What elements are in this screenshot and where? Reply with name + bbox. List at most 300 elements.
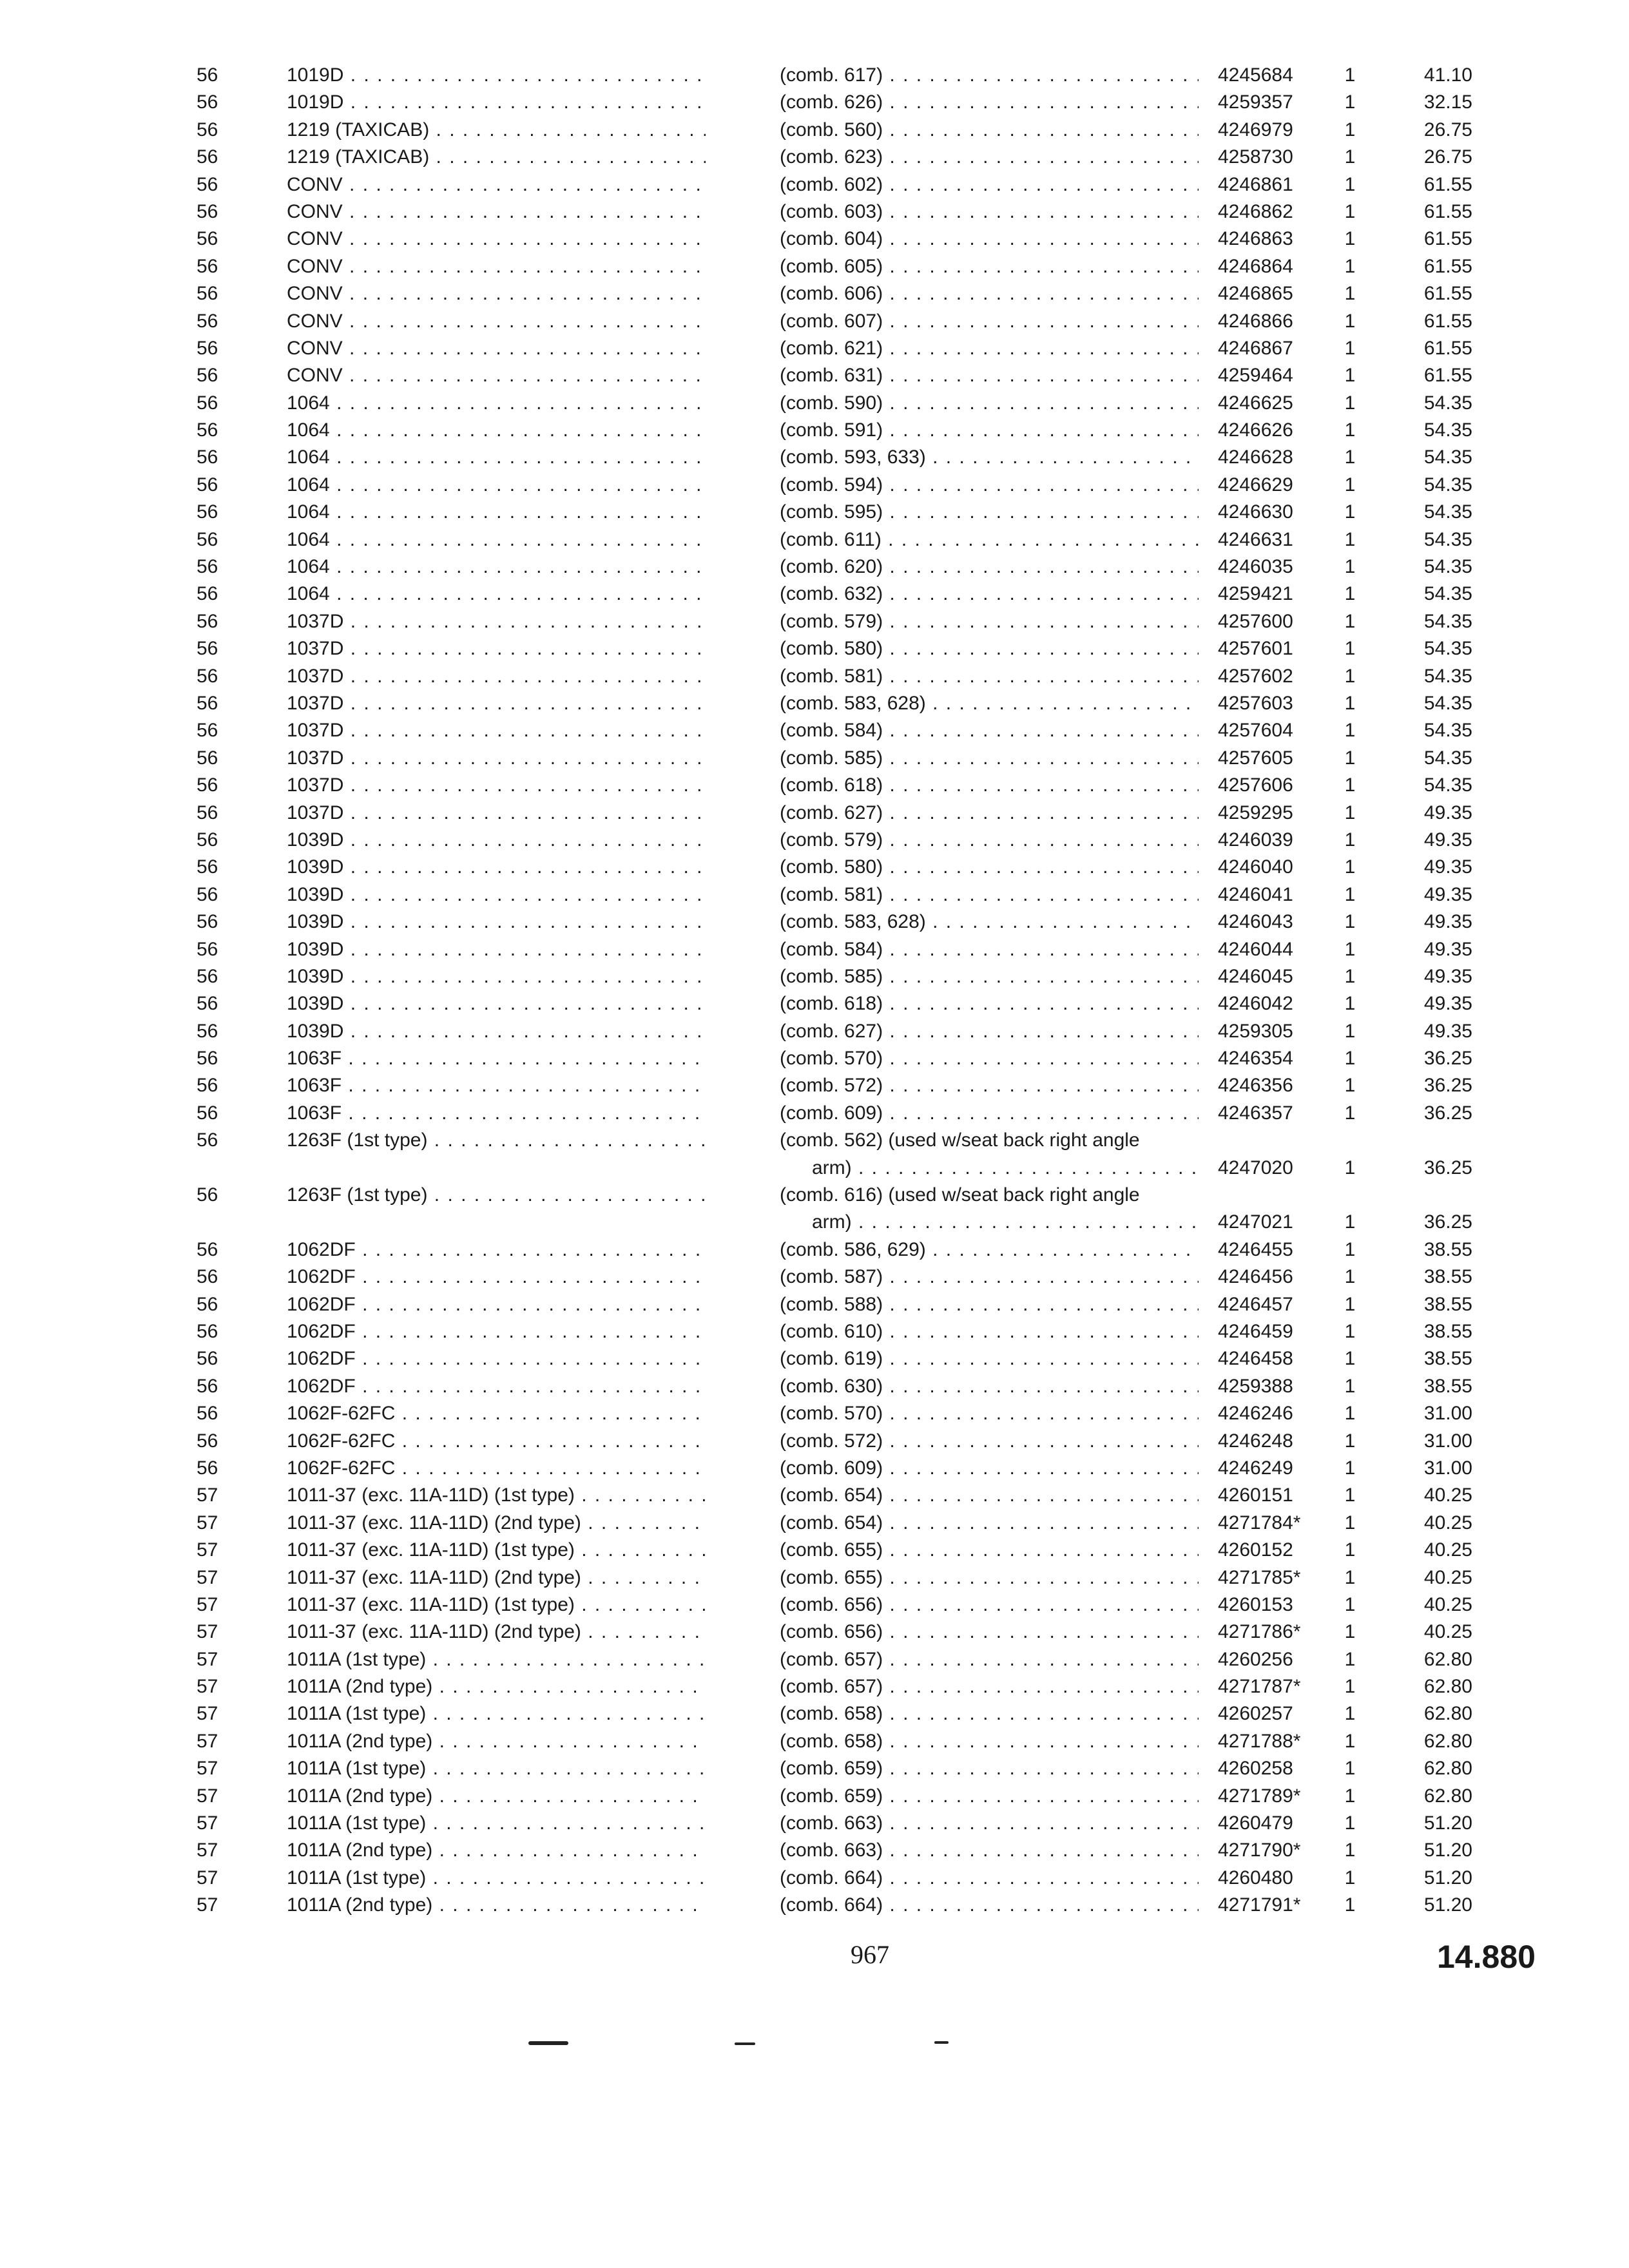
part-number-cell [1218, 1264, 1327, 1291]
table-row [0, 472, 1629, 499]
model-cell [287, 1537, 706, 1564]
usage-cell-text: (comb. 627) . . . [780, 802, 1199, 823]
table-row [0, 663, 1629, 690]
part-number-cell [1218, 1646, 1327, 1673]
model-cell [287, 1510, 706, 1537]
part-number-cell [1218, 663, 1327, 690]
price-cell-text: 61.55 [1423, 337, 1472, 359]
year-cell [197, 772, 248, 799]
year-cell [197, 581, 248, 608]
part-number-cell-text: 4246626 [1218, 419, 1293, 441]
model-cell [287, 1400, 706, 1427]
quantity-cell [1340, 89, 1360, 116]
price-cell-text: 54.35 [1423, 692, 1472, 714]
price-cell-text: 36.25 [1423, 1157, 1472, 1178]
quantity-cell-text: 1 [1344, 1157, 1356, 1178]
year-cell-text: 56 [197, 556, 218, 578]
quantity-cell-text: 1 [1344, 228, 1356, 250]
model-cell-text: 1062DF . . . [287, 1321, 706, 1342]
table-row [0, 308, 1629, 335]
usage-cell [780, 1510, 1199, 1537]
usage-cell [780, 1673, 1199, 1700]
year-cell [197, 663, 248, 690]
price-cell [1373, 1537, 1472, 1564]
quantity-cell [1340, 417, 1360, 444]
price-cell [1373, 854, 1472, 881]
price-cell [1373, 1345, 1472, 1372]
year-cell [197, 1018, 248, 1045]
usage-cell [780, 1865, 1199, 1892]
model-cell-text: 1037D . . . [287, 747, 706, 769]
year-cell [197, 417, 248, 444]
year-cell-text: 56 [197, 856, 218, 878]
price-cell [1373, 1209, 1472, 1236]
year-cell [197, 908, 248, 936]
usage-cell-text: (comb. 609) . . . [780, 1102, 1199, 1124]
usage-cell-text: (comb. 594) . . . [780, 474, 1199, 495]
year-cell-text: 56 [197, 501, 218, 523]
part-number-cell-text: 4247020 [1218, 1157, 1293, 1178]
model-cell-text: 1037D . . . [287, 638, 706, 659]
price-cell-text: 26.75 [1423, 146, 1472, 168]
model-cell [287, 390, 706, 417]
price-cell-text: 54.35 [1423, 610, 1472, 632]
model-cell-text: CONV . . . [287, 201, 706, 222]
quantity-cell [1340, 1428, 1360, 1455]
model-cell [287, 1072, 706, 1099]
part-number-cell [1218, 717, 1327, 744]
year-cell-text: 56 [197, 638, 218, 660]
quantity-cell [1340, 1755, 1360, 1782]
model-cell [287, 745, 706, 772]
part-number-cell [1218, 253, 1327, 280]
quantity-cell-text: 1 [1344, 1840, 1356, 1861]
price-cell-text: 54.35 [1423, 665, 1472, 687]
table-row [0, 1510, 1629, 1537]
price-cell [1373, 444, 1472, 471]
year-cell [197, 1455, 248, 1482]
year-cell [197, 1182, 248, 1209]
quantity-cell-text: 1 [1344, 1020, 1356, 1042]
model-cell [287, 1673, 706, 1700]
part-number-cell-text: 4246045 [1218, 965, 1293, 987]
price-cell [1373, 936, 1472, 963]
model-cell [287, 1728, 706, 1755]
part-number-cell-text: 4245684 [1218, 64, 1293, 86]
scan-mark [934, 2041, 949, 2044]
table-row [0, 362, 1629, 389]
price-cell-text: 54.35 [1423, 392, 1472, 414]
model-cell-text: 1011-37 (exc. 11A-11D) (1st type) . . . [287, 1539, 706, 1561]
year-cell [197, 472, 248, 499]
part-number-cell [1218, 1700, 1327, 1727]
year-cell-text: 56 [197, 1238, 218, 1260]
usage-cell [780, 936, 1199, 963]
price-cell [1373, 745, 1472, 772]
quantity-cell-text: 1 [1344, 1512, 1356, 1533]
part-number-cell [1218, 1373, 1327, 1400]
usage-cell [780, 1127, 1199, 1182]
part-number-cell [1218, 1209, 1327, 1236]
model-cell-text: 1039D . . . [287, 993, 706, 1014]
quantity-cell-text: 1 [1344, 1321, 1356, 1342]
model-cell [287, 1018, 706, 1045]
part-number-cell-text: 4260258 [1218, 1758, 1293, 1780]
model-cell [287, 444, 706, 471]
part-number-cell-text: 4260153 [1218, 1593, 1293, 1615]
price-cell [1373, 581, 1472, 608]
year-cell-text: 56 [197, 283, 218, 305]
price-cell-text: 49.35 [1423, 965, 1472, 987]
usage-cell [780, 526, 1199, 553]
usage-cell [780, 1482, 1199, 1509]
quantity-cell-text: 1 [1344, 747, 1356, 769]
part-number-cell-text: 4246866 [1218, 310, 1293, 332]
year-cell-text: 56 [197, 200, 218, 222]
usage-cell-text: (comb. 587) . . . [780, 1266, 1199, 1287]
price-cell [1373, 1291, 1472, 1318]
year-cell-text: 56 [197, 610, 218, 632]
year-cell-text: 56 [197, 993, 218, 1015]
part-number-cell-text: 4246035 [1218, 556, 1293, 578]
year-cell-text: 56 [197, 829, 218, 850]
price-cell [1373, 1783, 1472, 1810]
table-row [0, 198, 1629, 226]
year-cell-text: 57 [197, 1840, 218, 1861]
part-number-cell-text: 4246248 [1218, 1430, 1293, 1452]
usage-cell [780, 1837, 1199, 1864]
price-cell [1373, 827, 1472, 854]
year-cell [197, 553, 248, 581]
price-cell-text: 38.55 [1423, 1375, 1472, 1397]
table-row [0, 1400, 1629, 1427]
model-cell-text: 1064 . . . [287, 501, 706, 523]
model-cell [287, 89, 706, 116]
year-cell-text: 56 [197, 938, 218, 960]
table-row [0, 1865, 1629, 1892]
model-cell [287, 1892, 706, 1919]
model-cell-text: 1011A (2nd type) . . . [287, 1731, 706, 1752]
table-row [0, 1072, 1629, 1099]
year-cell-text: 57 [197, 1894, 218, 1916]
price-cell-text: 36.25 [1423, 1102, 1472, 1124]
model-cell-text: 1011A (1st type) . . . [287, 1867, 706, 1888]
year-cell-text: 56 [197, 255, 218, 277]
usage-cell-text: (comb. 606) . . . [780, 283, 1199, 304]
quantity-cell [1340, 62, 1360, 89]
year-cell [197, 1810, 248, 1837]
quantity-cell [1340, 1646, 1360, 1673]
model-cell [287, 144, 706, 171]
year-cell-text: 57 [197, 1621, 218, 1643]
usage-cell-text: (comb. 579) . . . [780, 829, 1199, 850]
year-cell-text: 56 [197, 1293, 218, 1315]
part-number-cell-text: 4271789* [1218, 1785, 1301, 1807]
table-row [0, 1728, 1629, 1755]
part-number-cell-text: 4246249 [1218, 1457, 1293, 1479]
model-cell-text: 1219 (TAXICAB) . . . [287, 146, 706, 168]
usage-cell-text: (comb. 585) . . . [780, 747, 1199, 769]
quantity-cell [1340, 1591, 1360, 1619]
quantity-cell-text: 1 [1344, 1403, 1356, 1425]
model-cell [287, 1045, 706, 1072]
model-cell [287, 1127, 706, 1154]
usage-cell-text: (comb. 631) . . . [780, 365, 1199, 386]
usage-cell [780, 908, 1199, 936]
usage-cell [780, 198, 1199, 226]
year-cell-text: 56 [197, 747, 218, 769]
usage-cell [780, 827, 1199, 854]
quantity-cell [1340, 1318, 1360, 1345]
part-number-cell [1218, 1591, 1327, 1619]
price-cell [1373, 1837, 1472, 1864]
price-cell [1373, 1619, 1472, 1646]
price-cell [1373, 499, 1472, 526]
price-cell [1373, 1318, 1472, 1345]
price-cell-text: 31.00 [1423, 1430, 1472, 1452]
table-row [0, 226, 1629, 253]
table-row [0, 1345, 1629, 1372]
price-cell-text: 54.35 [1423, 419, 1472, 441]
part-number-cell [1218, 1564, 1327, 1591]
quantity-cell-text: 1 [1344, 1593, 1356, 1615]
part-number-cell-text: 4271784* [1218, 1512, 1301, 1533]
part-number-cell [1218, 1482, 1327, 1509]
usage-cell-text: (comb. 581) . . . [780, 884, 1199, 905]
model-cell-text: 1062DF . . . [287, 1348, 706, 1369]
quantity-cell [1340, 526, 1360, 553]
quantity-cell-text: 1 [1344, 1621, 1356, 1643]
usage-cell-text: (comb. 604) . . . [780, 228, 1199, 249]
year-cell-text: 56 [197, 692, 218, 714]
usage-cell-text: (comb. 658) . . . [780, 1731, 1199, 1752]
quantity-cell-text: 1 [1344, 1758, 1356, 1780]
quantity-cell-text: 1 [1344, 91, 1356, 113]
usage-cell-text: (comb. 656) . . . [780, 1594, 1199, 1615]
quantity-cell [1340, 908, 1360, 936]
quantity-cell-text: 1 [1344, 720, 1356, 742]
part-number-cell [1218, 117, 1327, 144]
model-cell [287, 690, 706, 717]
price-cell-text: 36.25 [1423, 1075, 1472, 1097]
usage-cell [780, 226, 1199, 253]
quantity-cell [1340, 444, 1360, 471]
usage-cell-text: (comb. 654) . . . [780, 1485, 1199, 1506]
usage-cell-text: (comb. 632) . . . [780, 583, 1199, 604]
price-cell [1373, 1100, 1472, 1127]
usage-cell [780, 1291, 1199, 1318]
part-number-cell-text: 4260479 [1218, 1812, 1293, 1834]
year-cell-text: 56 [197, 1020, 218, 1042]
table-row [0, 390, 1629, 417]
table-row [0, 717, 1629, 744]
quantity-cell [1340, 198, 1360, 226]
price-cell-text: 54.35 [1423, 583, 1472, 605]
year-cell-text: 57 [197, 1785, 218, 1807]
price-cell [1373, 335, 1472, 362]
usage-cell [780, 1783, 1199, 1810]
part-number-cell-text: 4246356 [1218, 1075, 1293, 1097]
model-cell-text: 1064 . . . [287, 447, 706, 468]
model-cell-text: 1011-37 (exc. 11A-11D) (2nd type) . . . [287, 1621, 706, 1642]
price-cell-text: 51.20 [1423, 1894, 1472, 1916]
table-row [0, 171, 1629, 198]
year-cell [197, 1100, 248, 1127]
quantity-cell [1340, 144, 1360, 171]
table-row [0, 690, 1629, 717]
usage-cell-text: (comb. 585) . . . [780, 966, 1199, 987]
model-cell-text: CONV . . . [287, 256, 706, 277]
year-cell [197, 1783, 248, 1810]
quantity-cell [1340, 881, 1360, 908]
usage-cell [780, 1236, 1199, 1264]
quantity-cell-text: 1 [1344, 802, 1356, 823]
usage-cell [780, 144, 1199, 171]
table-row [0, 1482, 1629, 1509]
model-cell [287, 1455, 706, 1482]
quantity-cell-text: 1 [1344, 1812, 1356, 1834]
quantity-cell [1340, 690, 1360, 717]
part-number-cell-text: 4259421 [1218, 583, 1293, 605]
model-cell-text: 1062DF . . . [287, 1239, 706, 1260]
usage-cell-text: (comb. 562) (used w/seat back right angle [780, 1129, 1140, 1151]
table-row [0, 144, 1629, 171]
part-number-cell-text: 4246040 [1218, 856, 1293, 878]
part-number-cell-text: 4257606 [1218, 774, 1293, 796]
year-cell [197, 1400, 248, 1427]
part-number-cell-text: 4246630 [1218, 501, 1293, 523]
price-cell [1373, 253, 1472, 280]
part-number-cell [1218, 171, 1327, 198]
part-number-cell [1218, 1755, 1327, 1782]
quantity-cell [1340, 335, 1360, 362]
price-cell-text: 38.55 [1423, 1293, 1472, 1315]
part-number-cell-text: 4257605 [1218, 747, 1293, 769]
model-cell-text: 1011-37 (exc. 11A-11D) (1st type) . . . [287, 1594, 706, 1615]
year-cell [197, 1673, 248, 1700]
model-cell-text: 1263F (1st type) . . . [287, 1129, 706, 1151]
model-cell-text: 1039D . . . [287, 939, 706, 960]
usage-cell-text: (comb. 626) . . . [780, 91, 1199, 113]
part-number-cell [1218, 800, 1327, 827]
model-cell-text: 1037D . . . [287, 720, 706, 741]
price-cell-text: 38.55 [1423, 1266, 1472, 1288]
model-cell-text: 1064 . . . [287, 529, 706, 550]
usage-cell [780, 1182, 1199, 1236]
price-cell-text: 51.20 [1423, 1867, 1472, 1888]
quantity-cell [1340, 800, 1360, 827]
table-row [0, 1837, 1629, 1864]
usage-cell [780, 499, 1199, 526]
model-cell [287, 499, 706, 526]
price-cell-text: 62.80 [1423, 1648, 1472, 1670]
year-cell [197, 280, 248, 307]
model-cell [287, 62, 706, 89]
usage-cell-text: (comb. 583, 628) . . . [780, 693, 1199, 714]
quantity-cell-text: 1 [1344, 64, 1356, 86]
price-cell-text: 51.20 [1423, 1840, 1472, 1861]
table-row [0, 1700, 1629, 1727]
usage-cell-text: (comb. 584) . . . [780, 720, 1199, 741]
part-number-cell-text: 4246631 [1218, 528, 1293, 550]
model-cell [287, 881, 706, 908]
model-cell [287, 1345, 706, 1372]
quantity-cell-text: 1 [1344, 173, 1356, 195]
year-cell-text: 56 [197, 419, 218, 441]
price-cell-text: 49.35 [1423, 829, 1472, 850]
price-cell [1373, 1373, 1472, 1400]
price-cell-text: 40.25 [1423, 1512, 1472, 1533]
quantity-cell-text: 1 [1344, 365, 1356, 387]
part-number-cell [1218, 62, 1327, 89]
year-cell [197, 1755, 248, 1782]
year-cell-text: 56 [197, 1403, 218, 1425]
part-number-cell [1218, 280, 1327, 307]
price-cell [1373, 198, 1472, 226]
year-cell [197, 89, 248, 116]
model-cell [287, 990, 706, 1017]
price-cell [1373, 1892, 1472, 1919]
table-row [0, 280, 1629, 307]
price-cell-text: 32.15 [1423, 91, 1472, 113]
usage-cell-text: (comb. 570) . . . [780, 1403, 1199, 1424]
usage-cell [780, 390, 1199, 417]
price-cell [1373, 1728, 1472, 1755]
year-cell [197, 1373, 248, 1400]
part-number-cell-text: 4257602 [1218, 665, 1293, 687]
model-cell-text: 1062F-62FC . . . [287, 1430, 706, 1452]
quantity-cell [1340, 854, 1360, 881]
year-cell [197, 1892, 248, 1919]
model-cell [287, 1264, 706, 1291]
quantity-cell-text: 1 [1344, 856, 1356, 878]
year-cell [197, 745, 248, 772]
table-row [0, 854, 1629, 881]
price-cell [1373, 226, 1472, 253]
quantity-cell [1340, 1373, 1360, 1400]
part-number-cell-text: 4260256 [1218, 1648, 1293, 1670]
part-number-cell [1218, 1155, 1327, 1182]
scan-mark [528, 2041, 568, 2045]
usage-cell-text: (comb. 663) . . . [780, 1812, 1199, 1834]
usage-cell [780, 308, 1199, 335]
model-cell-text: 1039D . . . [287, 911, 706, 932]
quantity-cell-text: 1 [1344, 1430, 1356, 1452]
model-cell-text: 1011-37 (exc. 11A-11D) (1st type) . . . [287, 1485, 706, 1506]
usage-cell [780, 253, 1199, 280]
price-cell-text: 38.55 [1423, 1348, 1472, 1370]
table-row [0, 335, 1629, 362]
year-cell-text: 56 [197, 474, 218, 495]
year-cell-text: 56 [197, 146, 218, 168]
year-cell-text: 57 [197, 1758, 218, 1780]
usage-cell [780, 62, 1199, 89]
model-cell [287, 663, 706, 690]
model-cell-text: 1063F . . . [287, 1048, 706, 1069]
usage-cell-text: (comb. 655) . . . [780, 1567, 1199, 1588]
table-row [0, 1264, 1629, 1291]
part-number-cell-text: 4257601 [1218, 638, 1293, 660]
year-cell-text: 56 [197, 1075, 218, 1097]
usage-cell [780, 635, 1199, 662]
quantity-cell [1340, 1619, 1360, 1646]
year-cell [197, 1318, 248, 1345]
price-cell [1373, 280, 1472, 307]
usage-continuation: arm) . . . [780, 1155, 1199, 1182]
usage-cell-text: (comb. 579) . . . [780, 611, 1199, 632]
part-number-cell [1218, 581, 1327, 608]
year-cell [197, 1865, 248, 1892]
